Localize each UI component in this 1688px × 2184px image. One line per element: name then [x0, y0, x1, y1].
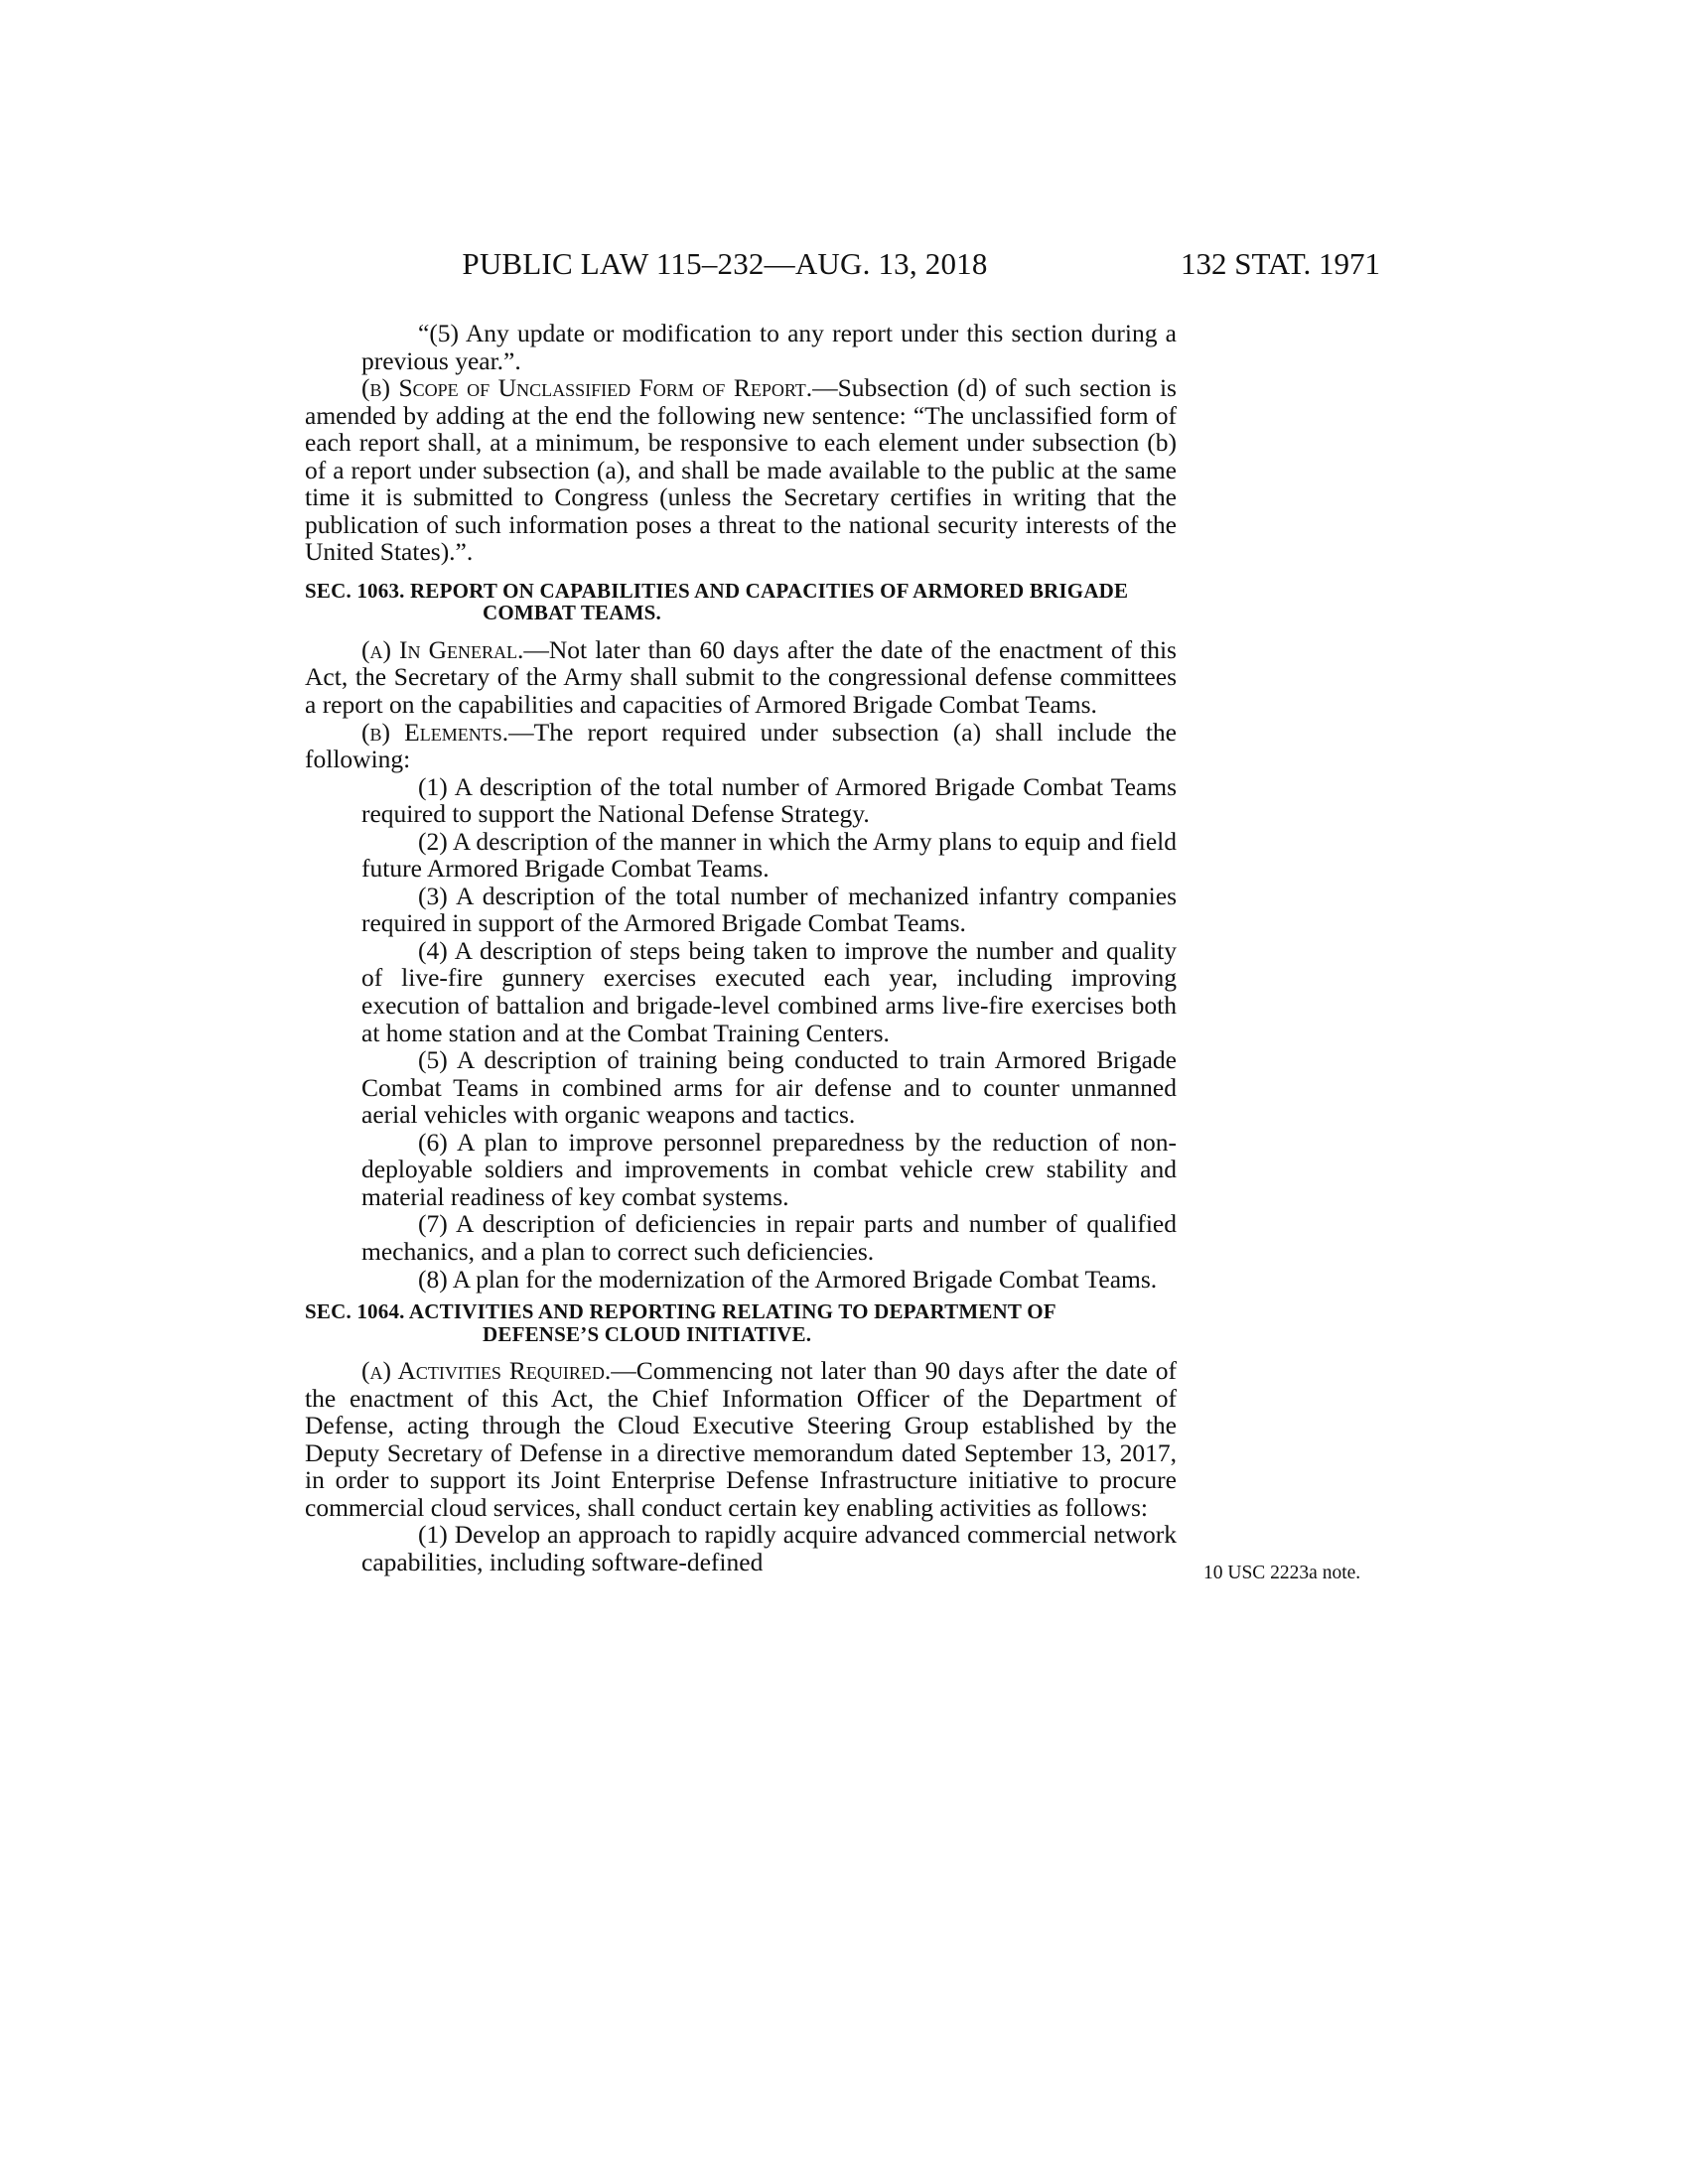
- list-item: (1) Develop an approach to rapidly acquire advanced commercial network capabilities, including software-defined: [361, 1520, 1177, 1576]
- statute-page-number: 132 STAT. 1971: [1180, 246, 1380, 281]
- paragraph-elements: [305, 719, 1177, 773]
- list-item: (8) A plan for the modernization of the Armored Brigade Combat Teams.: [418, 1264, 1158, 1294]
- subsection-heading: (b) Scope of Unclassified Form of Report.: [361, 373, 813, 403]
- list-item: (7) A description of deficiencies in repair parts and number of qualified mechanics, and a plan to correct such deficiencies.: [361, 1209, 1177, 1266]
- section-1064-heading: SEC. 1064. ACTIVITIES AND REPORTING RELATING TO DEPARTMENT OF DEFENSE’S CLOUD INITIATIVE.: [305, 1299, 1055, 1346]
- list-item: (5) A description of training being conducted to train Armored Brigade Combat Teams in combined arms for air defense and to counter unmanned aerial vehicles with organic weapons and tactics.: [361, 1045, 1177, 1130]
- running-header-title: PUBLIC LAW 115–232—AUG. 13, 2018: [462, 246, 988, 281]
- paragraph-text: —Subsection (d) of such section is amended by adding at the end the following new sentence: “The unclassified form of each report shall, at a minimum, be responsive to each element under subsection (b) of a report under subsection (a), and shall be made available to the public at the same time it is submitted to Congress (unless the Secretary certifies in writing that the publication of such information poses a threat to the national security interests of the United States).”.: [305, 373, 1177, 567]
- list-item: (2) A description of the manner in which the Army plans to equip and field future Armored Brigade Combat Teams.: [361, 826, 1177, 884]
- subsection-heading: (b) Elements.: [361, 717, 509, 747]
- list-item: (4) A description of steps being taken to improve the number and quality of live-fire gunnery exercises executed each year, including improving execution of battalion and brigade-level combined arms live-fire exercises both at home station and at the Combat Training Centers.: [361, 935, 1177, 1047]
- document-body: [305, 320, 1177, 1575]
- paragraph-in-general: [305, 636, 1177, 719]
- paragraph-text: —The report required under subsection (a) shall include the following:: [305, 717, 1177, 774]
- section-1063-heading: SEC. 1063. REPORT ON CAPABILITIES AND CAPACITIES OF ARMORED BRIGADE COMBAT TEAMS.: [305, 578, 1129, 625]
- paragraph-scope-unclassified: [305, 374, 1177, 566]
- subsection-heading: (a) In General.: [361, 634, 524, 664]
- list-item: (3) A description of the total number of mechanized infantry companies required in support of the Armored Brigade Combat Teams.: [361, 881, 1177, 938]
- list-item: (6) A plan to improve personnel preparedness by the reduction of non-deployable soldiers and improvements in combat vehicle crew stability and material readiness of key combat systems.: [361, 1127, 1177, 1211]
- subsection-heading: (a) Activities Required.: [361, 1356, 612, 1386]
- margin-citation-note: 10 USC 2223a note.: [1203, 1563, 1361, 1583]
- paragraph-activities-required: [305, 1357, 1177, 1521]
- paragraph-text: —Commencing not later than 90 days after the date of the enactment of this Act, the Chief Information Officer of the Department of Defense, acting through the Cloud Executive Steering Group established by the Deputy Secretary of Defense in a directive memorandum dated September 13, 2017, in order to support its Joint Enterprise Defense Infrastructure initiative to procure commercial cloud services, shall conduct certain key enabling activities as follows:: [305, 1356, 1177, 1522]
- list-item: (1) A description of the total number of Armored Brigade Combat Teams required to support the National Defense Strategy.: [361, 771, 1177, 829]
- paragraph-text: —Not later than 60 days after the date of the enactment of this Act, the Secretary of the Army shall submit to the congressional defense committees a report on the capabilities and capacities of Armored Brigade Combat Teams.: [305, 634, 1177, 720]
- quoted-paragraph: “(5) Any update or modification to any report under this section during a previous year.”.: [361, 319, 1177, 375]
